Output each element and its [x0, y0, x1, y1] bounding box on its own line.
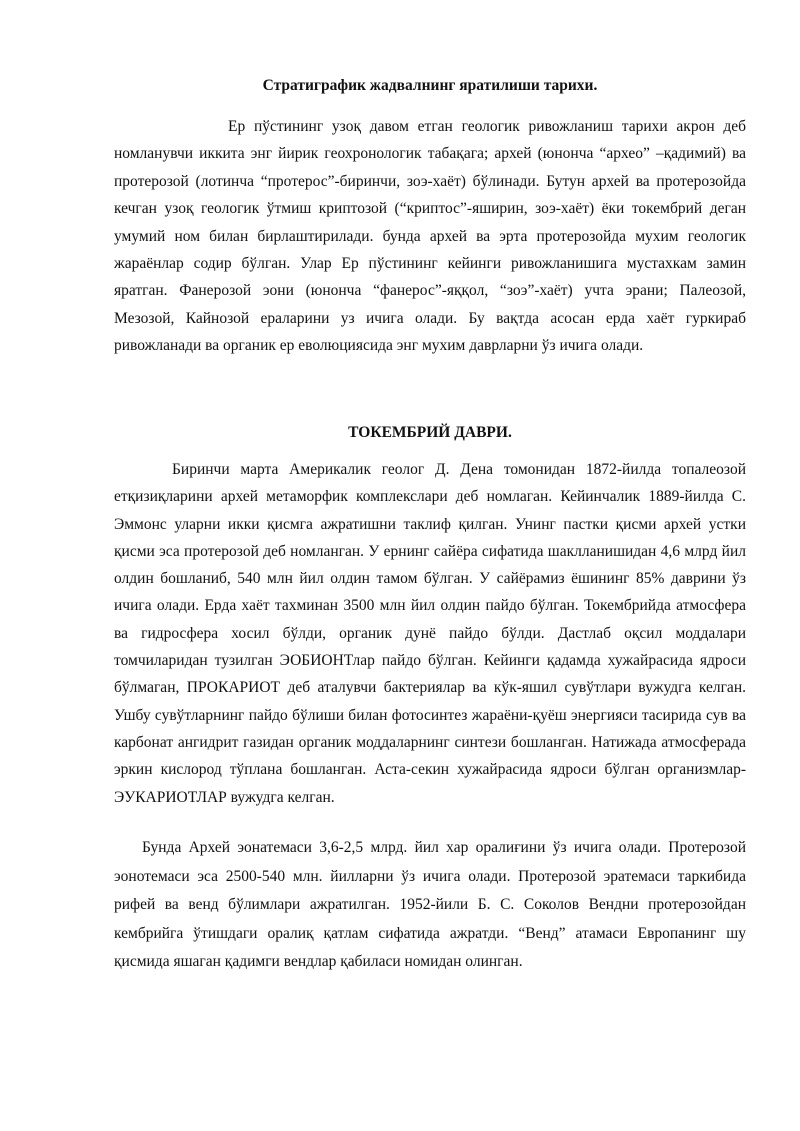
section-title-precambrian-period: ТОКЕМБРИЙ ДАВРИ.	[348, 424, 512, 441]
section-title-stratigraphic-table-history: Стратиграфик жадвалнинг яратилиши тарихи.	[262, 77, 598, 94]
body-paragraph-precambrian-discovery: Биринчи марта Америкалик геолог Д. Дена томонидан 1872-йилда топалеозой етқизиқларини архей метаморфик комплекслари деб номлаган. Кейинчалик 1889-йилда С. Эммонс уларни икки қисмга ажратишни таклиф қилган. Унинг пастки қисми архей устки қисми эса протерозой деб номланган. У ернинг сайёра сифатида шаклланишидан 4,6 млрд йил олдин бошланиб, 540 млн йил олдин тамом бўлган. У сайёрамиз ёшининг 85% даврини ўз ичига олади. Ерда хаёт тахминан 3500 млн йил олдин пайдо бўлган. Токембрийда атмосфера ва гидросфера хосил бўлди, органик дунё пайдо бўлди. Дастлаб оқсил моддалари томчиларидан тузилган ЭОБИОНТлар пайдо бўлган. Кейинги қадамда хужайрасида ядроси бўлмаган, ПРОКАРИОТ деб аталувчи бактериялар ва кўк-яшил сувўтлари вужудга келган. Ушбу сувўтларнинг пайдо бўлиши билан фотосинтез жараёни-қуёш энергияси тасирида сув ва карбонат ангидрит газидан органик моддаларнинг синтези бошланган. Натижада атмосферада эркин кислород тўплана бошланган. Аста-секин хужайрасида ядроси бўлган организмлар- ЭУКАРИОТЛАР вужудга келган.	[114, 461, 746, 806]
body-paragraph-earth-crust-history: Ер пўстининг узоқ давом етган геологик ривожланиш тарихи акрон деб номланувчи иккита энг йирик геохронологик табақага; архей (юнонча “архео” –қадимий) ва протерозой (лотинча “протерос”-биринчи, зоэ-хаёт) бўлинади. Бутун архей ва протерозойда кечган узоқ геологик ўтмиш криптозой (“криптос”-яширин, зоэ-хаёт) ёки токембрий деган умумий ном билан бирлаштирилади. бунда архей ва эрта протерозойда мухим геологик жараёнлар содир бўлган. Улар Ер пўстининг кейинги ривожланишига мустахкам замин яратган. Фанерозой эони (юнонча “фанерос”-яққол, “зоэ”-хаёт) учта эрани; Палеозой, Мезозой, Кайнозой eраларини уз ичига олади. Бу вақтда асосан ерда хаёт гуркираб ривожланади ва органик ер еволюциясида энг мухим даврларни ўз ичига олади.	[114, 118, 746, 355]
body-paragraph-archean-proterozoic-eonothem: Бунда Архей эонатемаси 3,6-2,5 млрд. йил хар оралиғини ўз ичига олади. Протерозой эонотемаси эса 2500-540 млн. йилларни ўз ичига олади. Протерозой эратемаси таркибида рифей ва венд бўлимлари ажратилган. 1952-йили Б. С. Соколов Вендни протерозойдан кембрийга ўтишдаги оралиқ қатлам сифатида ажратди. “Венд” атамаси Европанинг шу қисмида яшаган қадимги вендлар қабиласи номидан олинган.	[114, 839, 746, 970]
